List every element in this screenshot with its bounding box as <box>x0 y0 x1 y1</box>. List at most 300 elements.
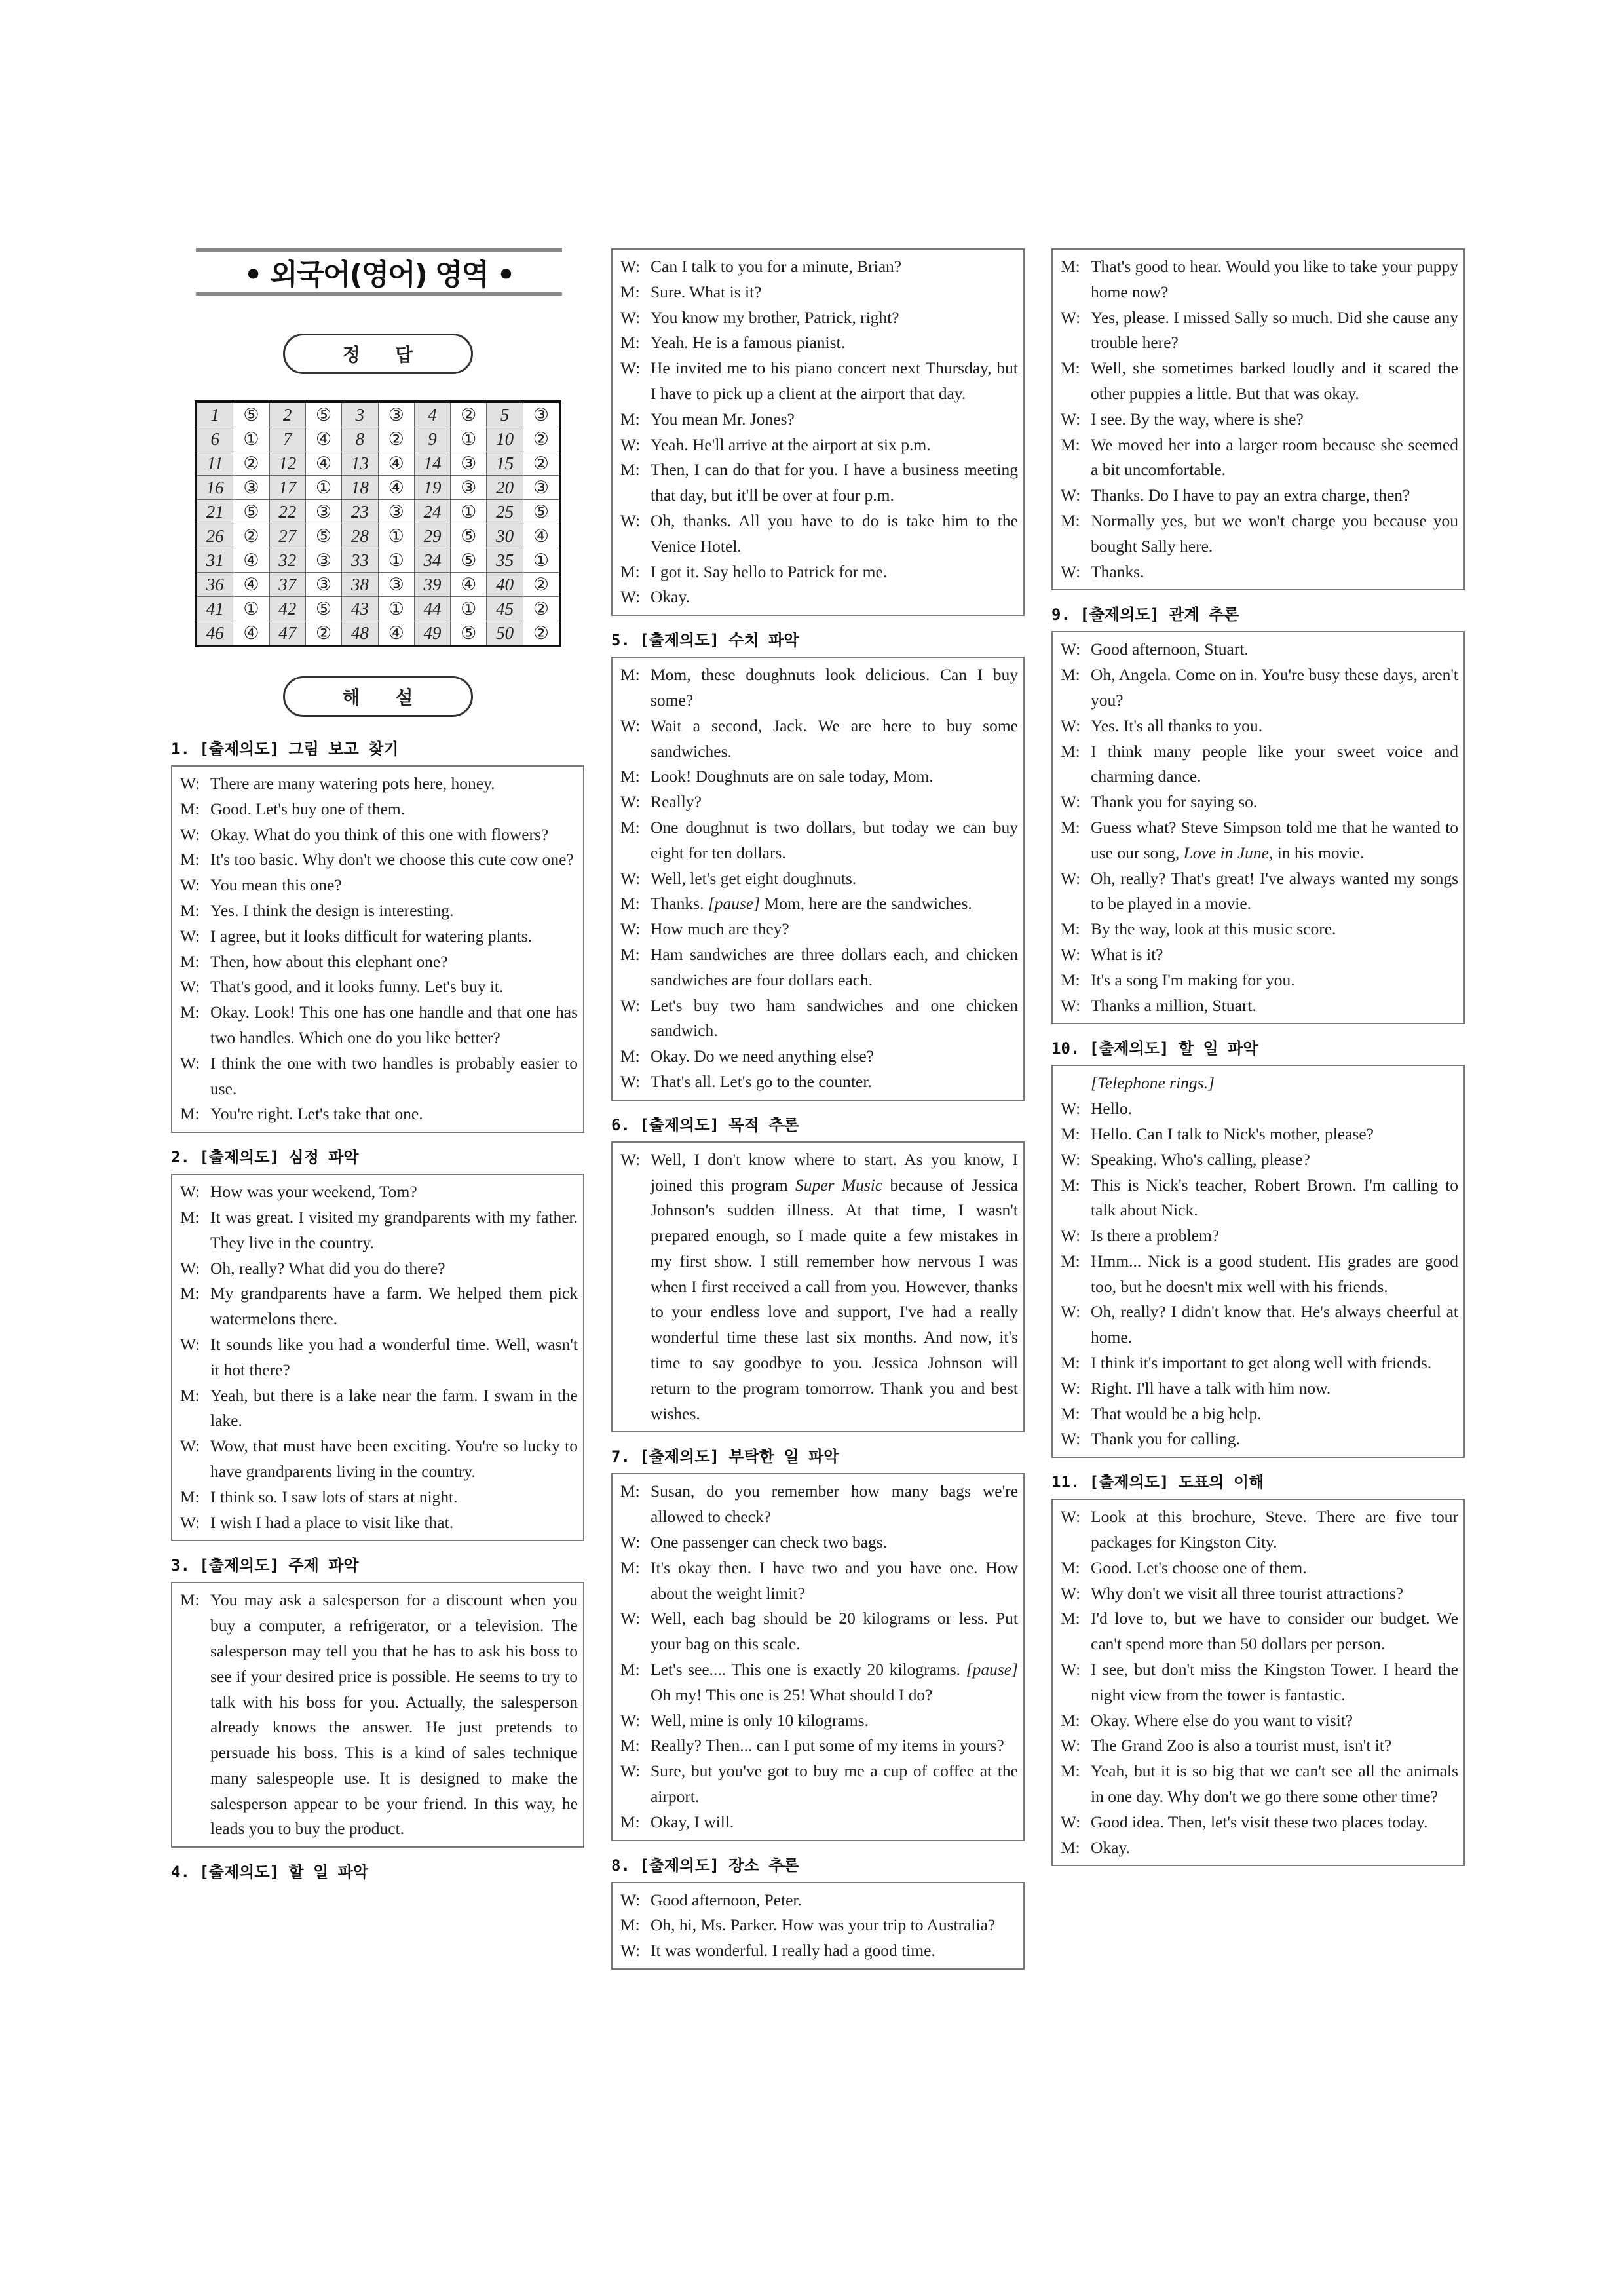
question-number: 28 <box>342 524 378 548</box>
text-segment: Wait a second, Jack. We are here to buy some sandwiches. <box>651 716 1018 761</box>
section-title: • 외국어(영어) 영역 • <box>196 248 562 296</box>
answer-choice: ② <box>523 427 560 451</box>
text-segment: I think it's important to get along well with friends. <box>1091 1353 1432 1373</box>
text-segment: I see, but don't miss the Kingston Tower. I heard the night view from the tower is fantastic. <box>1091 1660 1458 1704</box>
question-number: 7 <box>269 427 305 451</box>
text-segment: Oh, really? That's great! I've always wanted my songs to be played in a movie. <box>1091 868 1458 913</box>
dialogue-text <box>210 1434 578 1485</box>
dialogue-text <box>210 1383 578 1434</box>
text-segment: Good idea. Then, let's visit these two places today. <box>1091 1812 1428 1831</box>
speaker-label: M: <box>1061 1609 1080 1628</box>
text-segment: Good afternoon, Peter. <box>651 1890 802 1909</box>
speaker-label: M: <box>620 665 640 685</box>
dialogue-text <box>651 254 1018 280</box>
dialogue-line <box>1061 1350 1458 1376</box>
question-number: 8 <box>342 427 378 451</box>
answer-choice: ④ <box>305 427 341 451</box>
dialogue-text <box>1091 1147 1458 1173</box>
dialogue-box <box>611 657 1025 1101</box>
question-number: 1 <box>196 402 233 427</box>
speaker-label: W: <box>1061 1507 1081 1527</box>
dialogue-line <box>1061 1759 1458 1810</box>
dialogue-text <box>210 1256 578 1282</box>
question-number: 48 <box>342 621 378 647</box>
speaker-label: M: <box>1061 434 1080 454</box>
dialogue-line <box>620 1479 1018 1530</box>
dialogue-line <box>620 714 1018 765</box>
speaker-label: M: <box>620 894 640 913</box>
answer-choice: ⑤ <box>451 524 487 548</box>
question-number: 22 <box>269 500 305 524</box>
speaker-label: M: <box>1061 919 1080 939</box>
question-number: 27 <box>269 524 305 548</box>
text-segment: You may ask a salesperson for a discount when you buy a computer, a refrigerator, or a television. The salesperson may tell you that he has to ask his boss to see if your desired price is possible. He seems to try to talk with his boss for you. Actually, the salesperson already knows the answer. He just pretends to persuade his boss. This is a kind of sales technique many salespeople use. It is designed to make the salesperson appear to be your friend. In this way, he leads you to buy the product. <box>210 1590 578 1839</box>
speaker-label: M: <box>620 817 640 837</box>
question-number: 31 <box>196 548 233 573</box>
answer-choice: ③ <box>378 500 414 524</box>
dialogue-line <box>620 866 1018 892</box>
question-number: 47 <box>269 621 305 647</box>
dialogue-text <box>651 1147 1018 1427</box>
text-segment: It was great. I visited my grandparents with my father. They live in the country. <box>210 1207 578 1252</box>
text-segment: There are many watering pots here, honey. <box>210 774 495 793</box>
speaker-label: M: <box>1061 1251 1080 1271</box>
speaker-label: W: <box>1061 1149 1081 1169</box>
speaker-label: M: <box>620 333 640 353</box>
section-heading: 11. [출제의도] 도표의 이해 <box>1051 1473 1264 1492</box>
dialogue-box <box>611 1141 1025 1433</box>
dialogue-text <box>1091 1249 1458 1300</box>
question-number: 46 <box>196 621 233 647</box>
speaker-label: M: <box>1061 510 1080 530</box>
dialogue-text <box>651 993 1018 1044</box>
dialogue-text <box>651 1530 1018 1556</box>
speaker-label: W: <box>620 1941 641 1961</box>
speaker-label: W: <box>1061 1660 1081 1679</box>
speaker-label: W: <box>180 1436 200 1456</box>
dialogue-text <box>210 1281 578 1332</box>
speaker-label: M: <box>1061 1761 1080 1781</box>
speaker-label: M: <box>180 1284 200 1303</box>
text-segment: Oh, hi, Ms. Parker. How was your trip to Australia? <box>651 1915 996 1935</box>
text-segment: , in his movie. <box>1268 843 1365 862</box>
text-segment: Sure, but you've got to buy me a cup of coffee at the airport. <box>651 1761 1018 1807</box>
question-number: 21 <box>196 500 233 524</box>
dialogue-text <box>210 924 578 949</box>
text-segment: Love in June <box>1183 843 1269 862</box>
speaker-label: W: <box>620 995 641 1015</box>
text-segment: It's too basic. Why don't we choose this cute cow one? <box>210 850 574 870</box>
dialogue-text <box>1091 305 1458 356</box>
text-segment: Well, mine is only 10 kilograms. <box>651 1710 869 1730</box>
answer-row <box>196 621 560 647</box>
dialogue-line <box>180 1434 578 1485</box>
answer-row <box>196 524 560 548</box>
dialogue-text <box>651 1733 1018 1759</box>
question-number: 43 <box>342 597 378 621</box>
answer-choice: ④ <box>378 451 414 476</box>
question-number: 16 <box>196 476 233 500</box>
text-segment: Okay. Do we need anything else? <box>651 1046 875 1066</box>
dialogue-text <box>651 356 1018 407</box>
dialogue-line <box>1061 356 1458 407</box>
speaker-label: M: <box>1061 1175 1080 1195</box>
dialogue-line <box>180 873 578 898</box>
dialogue-line <box>1061 560 1458 585</box>
text-segment: You mean this one? <box>210 875 342 895</box>
answer-choice: ③ <box>451 476 487 500</box>
dialogue-line <box>180 1205 578 1256</box>
speaker-label: M: <box>620 944 640 964</box>
answer-choice: ① <box>305 476 341 500</box>
speaker-label: M: <box>180 1487 200 1506</box>
answer-choice: ② <box>233 524 269 548</box>
dialogue-line <box>1061 662 1458 714</box>
text-segment: Then, I can do that for you. I have a business meeting that day, but it'll be over at four p.m. <box>651 460 1018 505</box>
text-segment: Yes, please. I missed Sally so much. Did she cause any trouble here? <box>1091 307 1458 353</box>
speaker-label: M: <box>180 799 200 818</box>
dialogue-box <box>1051 1499 1465 1866</box>
speaker-label: W: <box>620 1890 641 1909</box>
text-segment: Really? Then... can I put some of my items in yours? <box>651 1736 1004 1755</box>
dialogue-text <box>651 942 1018 993</box>
text-segment: You're right. Let's take that one. <box>210 1104 423 1124</box>
dialogue-text <box>210 1000 578 1051</box>
dialogue-line <box>1061 1504 1458 1556</box>
question-number: 34 <box>414 548 450 573</box>
text-segment: It's okay then. I have two and you have one. How about the weight limit? <box>651 1558 1018 1603</box>
question-number: 50 <box>487 621 523 647</box>
dialogue-line <box>1061 1402 1458 1427</box>
dialogue-line <box>1061 1708 1458 1734</box>
text-segment: That's good to hear. Would you like to take your puppy home now? <box>1091 257 1458 301</box>
dialogue-line <box>620 1938 1018 1964</box>
text-segment: Susan, do you remember how many bags we're allowed to check? <box>651 1482 1018 1527</box>
dialogue-line <box>180 898 578 924</box>
dialogue-line <box>180 797 578 822</box>
section-heading: 4. [출제의도] 할 일 파악 <box>171 1863 369 1882</box>
answer-choice: ② <box>523 621 560 647</box>
speaker-label: M: <box>1061 1404 1080 1423</box>
dialogue-line <box>1061 993 1458 1019</box>
answer-choice: ④ <box>378 476 414 500</box>
dialogue-text <box>651 1913 1018 1938</box>
text-segment: Oh, Angela. Come on in. You're busy these days, aren't you? <box>1091 665 1458 710</box>
answer-choice: ② <box>305 621 341 647</box>
dialogue-text <box>651 1069 1018 1095</box>
text-segment: We moved her into a larger room because she seemed a bit uncomfortable. <box>1091 434 1458 480</box>
speaker-label: W: <box>1061 868 1081 888</box>
text-segment: I think the one with two handles is probably easier to use. <box>210 1053 578 1098</box>
dialogue-line <box>1061 1147 1458 1173</box>
speaker-label: W: <box>180 1182 200 1202</box>
speaker-label: W: <box>180 824 200 844</box>
dialogue-line <box>180 771 578 797</box>
answer-row <box>196 427 560 451</box>
dialogue-text <box>210 974 578 1000</box>
speaker-label: W: <box>180 1334 200 1354</box>
speaker-label: M: <box>1061 1837 1080 1857</box>
dialogue-text <box>1091 432 1458 484</box>
speaker-label: W: <box>1061 1583 1081 1603</box>
dialogue-line <box>1061 483 1458 508</box>
speaker-label: M: <box>1061 1558 1080 1577</box>
dialogue-text <box>1091 1733 1458 1759</box>
dialogue-line <box>180 1332 578 1383</box>
text-segment: Yes. I think the design is interesting. <box>210 900 454 920</box>
dialogue-line <box>1061 1426 1458 1452</box>
dialogue-text <box>1091 1759 1458 1810</box>
speaker-label: W: <box>620 307 641 327</box>
text-segment: Yeah. He'll arrive at the airport at six p.m. <box>651 434 931 454</box>
text-segment: Yes. It's all thanks to you. <box>1091 716 1262 735</box>
dialogue-text <box>1091 254 1458 305</box>
dialogue-line <box>180 822 578 848</box>
dialogue-line <box>1061 1581 1458 1607</box>
text-segment: He invited me to his piano concert next Thursday, but I have to pick up a client at the airport that day. <box>651 358 1018 403</box>
dialogue-line <box>1061 432 1458 484</box>
answer-choice: ① <box>378 524 414 548</box>
text-segment: I think many people like your sweet voice and charming dance. <box>1091 741 1458 786</box>
text-segment: Thank you for saying so. <box>1091 792 1258 812</box>
answer-row <box>196 548 560 573</box>
question-number: 29 <box>414 524 450 548</box>
dialogue-text <box>1091 917 1458 942</box>
dialogue-line <box>620 1733 1018 1759</box>
question-number: 24 <box>414 500 450 524</box>
speaker-label: M: <box>180 1385 200 1405</box>
dialogue-text <box>210 771 578 797</box>
dialogue-line <box>1061 305 1458 356</box>
text-segment: What is it? <box>1091 944 1163 964</box>
dialogue-line <box>620 584 1018 610</box>
answer-choice: ② <box>378 427 414 451</box>
question-number: 44 <box>414 597 450 621</box>
dialogue-line <box>1061 968 1458 993</box>
dialogue-line <box>180 847 578 873</box>
text-segment: Okay. What do you think of this one with flowers? <box>210 824 549 844</box>
text-segment: Right. I'll have a talk with him now. <box>1091 1378 1331 1398</box>
dialogue-line <box>620 1913 1018 1938</box>
speaker-label: M: <box>180 850 200 870</box>
text-segment: That would be a big help. <box>1091 1404 1262 1423</box>
dialogue-text <box>1091 508 1458 560</box>
dialogue-text <box>651 560 1018 585</box>
text-segment: Really? <box>651 792 702 812</box>
answer-choice: ① <box>523 548 560 573</box>
speaker-label: W: <box>1061 1378 1081 1398</box>
text-segment: How was your weekend, Tom? <box>210 1182 417 1202</box>
question-number: 11 <box>196 451 233 476</box>
dialogue-text <box>1091 1223 1458 1249</box>
speaker-label: M: <box>620 409 640 429</box>
dialogue-text <box>651 280 1018 305</box>
dialogue-text <box>651 1606 1018 1657</box>
dialogue-text <box>210 1588 578 1842</box>
dialogue-line <box>180 1179 578 1205</box>
answer-choice: ④ <box>305 451 341 476</box>
dialogue-line <box>620 1606 1018 1657</box>
dialogue-line <box>1061 508 1458 560</box>
dialogue-line <box>1061 1122 1458 1147</box>
text-segment: Wow, that must have been exciting. You're so lucky to have grandparents living in the country. <box>210 1436 578 1481</box>
answer-row <box>196 597 560 621</box>
speaker-label: M: <box>1061 1353 1080 1373</box>
answer-choice: ⑤ <box>451 548 487 573</box>
answer-choice: ② <box>451 402 487 427</box>
dialogue-text <box>210 1051 578 1102</box>
speaker-label: W: <box>1061 995 1081 1015</box>
answer-row <box>196 573 560 597</box>
text-segment: Ham sandwiches are three dollars each, and chicken sandwiches are four dollars each. <box>651 944 1018 989</box>
dialogue-line <box>1061 866 1458 917</box>
dialogue-line <box>1061 1299 1458 1350</box>
text-segment: That's good, and it looks funny. Let's buy it. <box>210 977 504 997</box>
speaker-label: M: <box>1061 970 1080 989</box>
dialogue-line <box>620 356 1018 407</box>
speaker-label: W: <box>620 919 641 939</box>
answer-choice: ① <box>451 427 487 451</box>
speaker-label: W: <box>620 1149 641 1169</box>
speaker-label: W: <box>1061 792 1081 812</box>
dialogue-text <box>210 1205 578 1256</box>
text-segment: Okay. <box>1091 1837 1130 1857</box>
question-number: 10 <box>487 427 523 451</box>
dialogue-text <box>1091 815 1458 866</box>
dialogue-line <box>620 1810 1018 1835</box>
dialogue-text <box>651 407 1018 432</box>
question-number: 39 <box>414 573 450 597</box>
dialogue-line <box>180 1510 578 1536</box>
question-number: 35 <box>487 548 523 573</box>
dialogue-line <box>620 993 1018 1044</box>
answer-choice: ② <box>233 451 269 476</box>
text-segment: Yeah. He is a famous pianist. <box>651 333 845 353</box>
dialogue-text <box>651 1888 1018 1913</box>
dialogue-line <box>180 924 578 949</box>
section-heading: 7. [출제의도] 부탁한 일 파악 <box>611 1447 839 1466</box>
dialogue-line <box>1061 815 1458 866</box>
question-number: 5 <box>487 402 523 427</box>
speaker-label: M: <box>620 562 640 581</box>
dialogue-text <box>1091 662 1458 714</box>
answer-choice: ① <box>378 597 414 621</box>
dialogue-line <box>1061 1657 1458 1708</box>
answer-choice: ② <box>523 573 560 597</box>
dialogue-line <box>620 280 1018 305</box>
dialogue-line <box>1061 790 1458 815</box>
text-segment: Hello. Can I talk to Nick's mother, please? <box>1091 1124 1374 1143</box>
text-segment: Thanks. <box>651 894 708 913</box>
speaker-label: W: <box>620 1761 641 1781</box>
text-segment: Look at this brochure, Steve. There are five tour packages for Kingston City. <box>1091 1507 1458 1552</box>
answer-choice: ① <box>378 548 414 573</box>
dialogue-line <box>620 330 1018 356</box>
dialogue-line <box>180 1281 578 1332</box>
answer-choice: ④ <box>233 621 269 647</box>
dialogue-text <box>651 714 1018 765</box>
text-segment: [pause] <box>708 894 761 913</box>
question-number: 37 <box>269 573 305 597</box>
dialogue-line <box>620 790 1018 815</box>
dialogue-text <box>651 1657 1018 1708</box>
question-number: 13 <box>342 451 378 476</box>
section-heading: 3. [출제의도] 주제 파악 <box>171 1556 359 1575</box>
dialogue-text <box>1091 739 1458 790</box>
section-heading: 10. [출제의도] 할 일 파악 <box>1051 1039 1258 1058</box>
text-segment: because of Jessica Johnson's sudden illness. At that time, I wasn't prepared enough, so I made quite a few mistakes in my first show. I still remember how nervous I was when I first received a call from you. However, thanks to your endless love and support, I've had a really wonderful time these last six months. And now, it's time to say goodbye to you. Jessica Johnson will return to the program tomorrow. Thank you and best wishes. <box>651 1175 1019 1423</box>
answer-choice: ⑤ <box>451 621 487 647</box>
dialogue-text <box>1091 1426 1458 1452</box>
text-segment: I wish I had a place to visit like that. <box>210 1512 454 1532</box>
answer-choice: ③ <box>305 573 341 597</box>
dialogue-line <box>180 1256 578 1282</box>
text-segment: It was wonderful. I really had a good time. <box>651 1941 935 1961</box>
dialogue-text <box>1091 1504 1458 1556</box>
dialogue-box <box>611 248 1025 616</box>
section-heading: 5. [출제의도] 수치 파악 <box>611 631 799 650</box>
text-segment: Well, I don't know where to start. As you know, I joined this program <box>651 1149 1018 1195</box>
dialogue-line <box>180 1485 578 1510</box>
speaker-label: M: <box>620 460 640 480</box>
speaker-label: W: <box>1061 307 1081 327</box>
text-segment: You know my brother, Patrick, right? <box>651 307 899 327</box>
text-segment: Okay. Look! This one has one handle and that one has two handles. Which one do you like better? <box>210 1003 578 1047</box>
answer-choice: ③ <box>378 573 414 597</box>
question-number: 42 <box>269 597 305 621</box>
question-number: 26 <box>196 524 233 548</box>
dialogue-line <box>620 1069 1018 1095</box>
answer-row <box>196 402 560 427</box>
question-number: 49 <box>414 621 450 647</box>
dialogue-line <box>620 942 1018 993</box>
answer-choice: ① <box>233 427 269 451</box>
speaker-label: W: <box>180 1512 200 1532</box>
text-segment: Let's buy two ham sandwiches and one chicken sandwich. <box>651 995 1018 1041</box>
dialogue-text <box>1091 790 1458 815</box>
text-segment: Well, each bag should be 20 kilograms or less. Put your bag on this scale. <box>651 1609 1018 1654</box>
question-number: 32 <box>269 548 305 573</box>
dialogue-line <box>180 1588 578 1842</box>
dialogue-text <box>1091 1556 1458 1581</box>
dialogue-line <box>620 1044 1018 1069</box>
answer-choice: ③ <box>523 402 560 427</box>
text-segment: Mom, these doughnuts look delicious. Can I buy some? <box>651 665 1018 710</box>
dialogue-text <box>651 330 1018 356</box>
speaker-label: W: <box>1061 1302 1081 1322</box>
dialogue-line <box>620 1530 1018 1556</box>
speaker-label: M: <box>180 1003 200 1022</box>
dialogue-line <box>620 1657 1018 1708</box>
section-heading: 1. [출제의도] 그림 보고 찾기 <box>171 740 399 758</box>
dialogue-line <box>1061 637 1458 662</box>
dialogue-line <box>1061 407 1458 432</box>
section-heading: 6. [출제의도] 목적 추론 <box>611 1115 799 1134</box>
question-number: 19 <box>414 476 450 500</box>
text-segment: Speaking. Who's calling, please? <box>1091 1149 1310 1169</box>
dialogue-line <box>1061 739 1458 790</box>
dialogue-line <box>620 457 1018 508</box>
dialogue-line <box>1061 1376 1458 1402</box>
dialogue-line <box>1061 1096 1458 1122</box>
dialogue-line <box>620 407 1018 432</box>
question-number: 33 <box>342 548 378 573</box>
dialogue-text <box>651 917 1018 942</box>
speaker-label: M: <box>620 1558 640 1577</box>
dialogue-line <box>620 508 1018 560</box>
text-segment: Oh, really? What did you do there? <box>210 1258 445 1278</box>
speaker-label: M: <box>1061 741 1080 761</box>
